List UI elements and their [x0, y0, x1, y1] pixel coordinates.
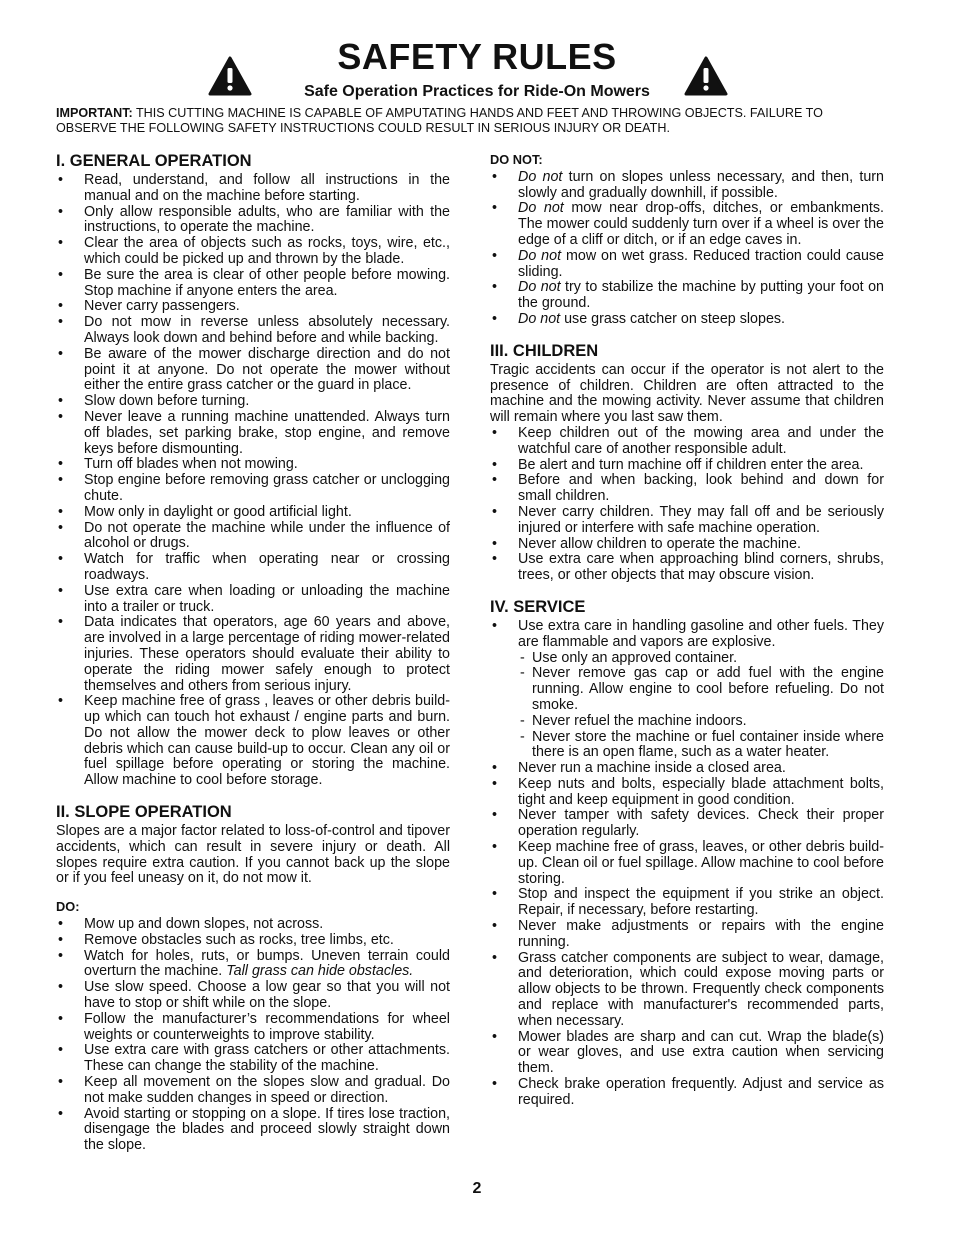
list-item: • Use extra care in handling gasoline and other fuels. They are flammable and vapors are explosive. [490, 619, 884, 651]
list-item: • Keep nuts and bolts, especially blade attachment bolts, tight and keep equipment in good condition. [490, 777, 884, 809]
list-item-text: mow near drop-offs, ditches, or embankments. The mower could suddenly turn over if a wheel is over the edge of a cliff or ditch, or if an edge caves in. [518, 200, 884, 248]
list-item: - Never refuel the machine indoors. [490, 714, 884, 730]
list-item: • Never allow children to operate the machine. [490, 537, 884, 553]
section-heading: II. SLOPE OPERATION [56, 803, 232, 822]
list-item: • Grass catcher components are subject to wear, damage, and deterioration, which could expose moving parts or allow objects to be thrown. Frequently check components and replace with manufacturer's recommended parts, when necessary. [490, 951, 884, 1030]
list-item [56, 933, 450, 949]
list-item: • Check brake operation frequently. Adjust and service as required. [490, 1077, 884, 1109]
list-item: • Only allow responsible adults, who are familiar with the instructions, to operate the machine. [56, 205, 450, 237]
right-column [490, 152, 884, 1123]
list-item: • Turn off blades when not mowing. [56, 457, 450, 473]
list-item-text: try to stabilize the machine by putting your foot on the ground. [518, 279, 885, 312]
list-item [56, 1075, 450, 1107]
do-not-label: DO NOT: [490, 152, 543, 167]
list-item [56, 917, 450, 933]
list-item-emphasis: Do not [518, 247, 562, 264]
list-item: • Keep machine free of grass, leaves, or other debris build-up. Clean oil or fuel spillage. Allow machine to cool before storing. [490, 840, 884, 887]
list-item: • Keep machine free of grass , leaves or other debris build-up which can touch hot exhaust / engine parts and burn. Do not allow the mower deck to plow leaves or other debris which can cause build-up to occur. Clean any oil or fuel spillage before operating or storing the machine. Allow machine to cool before storage. [56, 694, 450, 789]
page-number: 2 [472, 1180, 482, 1197]
list-item: • Do not mow in reverse unless absolutely necessary. Always look down and behind before and while backing. [56, 315, 450, 347]
list-item [490, 201, 884, 248]
list-item: • Before and when backing, look behind and down for small children. [490, 473, 884, 505]
list-item: • Never carry children. They may fall off and be seriously injured or interfere with safe machine operation. [490, 505, 884, 537]
list-item: • Stop and inspect the equipment if you strike an object. Repair, if necessary, before restarting. [490, 887, 884, 919]
list-item: - Never remove gas cap or add fuel with the engine running. Allow engine to cool before refueling. Do not smoke. [490, 666, 884, 713]
list-item [490, 170, 884, 202]
list-item [56, 980, 450, 1012]
page-subtitle: Safe Operation Practices for Ride-On Mowers [304, 83, 650, 100]
general-operation-section [56, 152, 450, 789]
service-first-list [490, 619, 884, 651]
left-column [56, 152, 450, 1168]
important-text: THIS CUTTING MACHINE IS CAPABLE OF AMPUTATING HANDS AND FEET AND THROWING OBJECTS. FAILURE TO OBSERVE THE FOLLOWING SAFETY INSTRUCTIONS COULD RESULT IN SERIOUS INJURY OR DEATH. [56, 106, 823, 135]
list-item-emphasis: Do not [518, 310, 561, 327]
list-item-emphasis: Do not [518, 200, 564, 217]
list-item-text: Use slow speed. Choose a low gear so that you will not have to stop or shift while on the slope. [84, 979, 450, 1012]
list-item: • Use extra care when loading or unloading the machine into a trailer or truck. [56, 584, 450, 616]
list-item-text: Mow up and down slopes, not across. [84, 916, 324, 933]
do-not-list [490, 170, 884, 328]
do-label: DO: [56, 899, 80, 915]
list-item: - Use only an approved container. [490, 651, 884, 667]
general-operation-list [56, 173, 450, 789]
section-heading: III. CHILDREN [490, 341, 599, 360]
children-intro: Tragic accidents can occur if the operator is not alert to the presence of children. Children are often attracted to the machine and the mowing activity. Never assume that children will remain where you last saw them. [490, 361, 884, 426]
list-item-text: Remove obstacles such as rocks, tree limbs, etc. [84, 931, 394, 948]
important-label: IMPORTANT: [56, 106, 133, 120]
list-item: • Data indicates that operators, age 60 years and above, are involved in a large percentage of riding mower-related injuries. These operators should evaluate their ability to operate the riding mower safely enough to protect themselves and others from serious injury. [56, 615, 450, 694]
list-item-text: Avoid starting or stopping on a slope. If tires lose traction, disengage the blades and proceed slowly straight down the slope. [84, 1105, 450, 1154]
list-item [490, 312, 884, 328]
list-item: • Keep children out of the mowing area and under the watchful care of another responsible adult. [490, 426, 884, 458]
section-heading: IV. SERVICE [490, 597, 586, 616]
service-section [490, 598, 884, 1109]
list-item-text: use grass catcher on steep slopes. [560, 310, 786, 327]
list-item: • Never carry passengers. [56, 299, 450, 315]
section-heading: I. GENERAL OPERATION [56, 152, 252, 170]
list-item: • Clear the area of objects such as rocks, toys, wire, etc., which could be picked up and thrown by the blade. [56, 236, 450, 268]
list-item: • Never make adjustments or repairs with the engine running. [490, 919, 884, 951]
list-item-emphasis: Tall grass can hide obstacles. [226, 963, 414, 980]
list-item: - Never store the machine or fuel container inside where there is an open flame, such as a water heater. [490, 730, 884, 762]
list-item: • Do not operate the machine while under the influence of alcohol or drugs. [56, 521, 450, 553]
list-item-text: Keep all movement on the slopes slow and gradual. Do not make sudden changes in speed or direction. [84, 1074, 450, 1106]
list-item: • Read, understand, and follow all instructions in the manual and on the machine before starting. [56, 173, 450, 205]
children-section [490, 342, 884, 584]
list-item-text: Watch for holes, ruts, or bumps. Uneven terrain could overturn the machine. [84, 947, 450, 980]
list-item: • Use extra care when approaching blind corners, shrubs, trees, or other objects that may obscure vision. [490, 552, 884, 584]
list-item-text: Follow the manufacturer’s recommendations for wheel weights or counterweights to improve stability. [84, 1010, 450, 1043]
list-item [56, 1012, 450, 1044]
list-item [56, 1043, 450, 1075]
list-item [56, 1107, 450, 1154]
list-item: • Mower blades are sharp and can cut. Wrap the blade(s) or wear gloves, and use extra caution when servicing them. [490, 1030, 884, 1077]
list-item-text: mow on wet grass. Reduced traction could cause sliding. [518, 247, 884, 280]
do-list [56, 917, 450, 1154]
list-item: • Mow only in daylight or good artificial light. [56, 505, 450, 521]
important-notice [56, 106, 886, 135]
list-item: • Be alert and turn machine off if children enter the area. [490, 458, 884, 474]
list-item: • Watch for traffic when operating near or crossing roadways. [56, 552, 450, 584]
list-item: • Slow down before turning. [56, 394, 450, 410]
list-item: • Be aware of the mower discharge direction and do not point it at anyone. Do not operate the mower without either the entire grass catcher or the guard in place. [56, 347, 450, 394]
slope-operation-section [56, 803, 450, 1154]
list-item: • Stop engine before removing grass catcher or unclogging chute. [56, 473, 450, 505]
service-sub-list [490, 651, 884, 762]
list-item-text: turn on slopes unless necessary, and then, turn slowly and gradually downhill, if possible. [518, 168, 884, 201]
list-item: • Never leave a running machine unattended. Always turn off blades, set parking brake, stop engine, and remove keys before dismounting. [56, 410, 450, 457]
list-item [490, 249, 884, 281]
children-list [490, 426, 884, 584]
page-title: SAFETY RULES [337, 36, 617, 77]
list-item [56, 949, 450, 981]
list-item-text: Use extra care with grass catchers or other attachments. These can change the stability of the machine. [84, 1042, 450, 1075]
service-list [490, 761, 884, 1109]
list-item-emphasis: Do not [518, 168, 563, 185]
list-item: • Never tamper with safety devices. Check their proper operation regularly. [490, 808, 884, 840]
list-item [490, 280, 884, 312]
list-item: • Be sure the area is clear of other people before mowing. Stop machine if anyone enters the area. [56, 268, 450, 300]
slope-intro: Slopes are a major factor related to loss-of-control and tipover accidents, which can result in severe injury or death. All slopes require extra caution. If you cannot back up the slope or if you feel uneasy on it, do not mow it. [56, 823, 450, 887]
list-item: • Never run a machine inside a closed area. [490, 761, 884, 777]
do-not-section [490, 152, 884, 328]
list-item-emphasis: Do not [518, 279, 561, 296]
